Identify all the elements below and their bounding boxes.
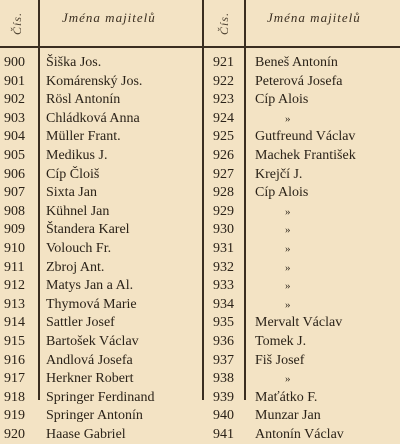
entry-number: 905 [4, 147, 25, 163]
table-row [205, 147, 400, 166]
entry-number: 921 [213, 55, 234, 70]
owner-name: Thymová Marie [46, 296, 137, 312]
table-row [0, 370, 200, 389]
owner-name: Andlová Josefa [46, 352, 133, 368]
entry-number: 920 [4, 426, 25, 442]
table-row [0, 333, 200, 352]
entry-number: 929 [213, 203, 234, 219]
owner-name: Krejčí J. [255, 166, 303, 182]
owner-name: Zbroj Ant. [46, 259, 105, 275]
table-row [205, 426, 400, 444]
owner-name: Sattler Josef [46, 315, 115, 331]
left-entries [0, 54, 200, 444]
table-row [205, 166, 400, 185]
table-row [0, 110, 200, 129]
owner-name: Cíp Čloiš [46, 166, 100, 182]
owner-name: Springer Ferdinand [46, 389, 155, 405]
entry-number: 928 [213, 185, 234, 201]
right-number-header: Čís. [217, 11, 231, 35]
table-row [0, 426, 200, 444]
owner-name: Komárenský Jos. [46, 73, 143, 89]
table-row [0, 240, 200, 259]
owner-name: Sixta Jan [46, 185, 97, 201]
owner-name: Medikus J. [46, 147, 108, 163]
right-entries [205, 54, 400, 444]
entry-number: 933 [213, 278, 234, 294]
table-row [205, 91, 400, 110]
table-row [205, 203, 400, 222]
table-row [205, 110, 400, 129]
owner-name: Maťátko F. [255, 389, 318, 405]
owner-name: Springer Antonín [46, 408, 143, 424]
table-row [205, 54, 400, 73]
entry-number: 938 [213, 371, 234, 387]
table-row [0, 296, 200, 315]
owner-name: Kühnel Jan [46, 203, 110, 219]
table-row [205, 370, 400, 389]
ditto-mark: » [285, 242, 291, 255]
entry-number: 914 [4, 315, 25, 331]
center-column-rule [202, 0, 204, 400]
table-row [0, 389, 200, 408]
owner-name: Peterová Josefa [255, 73, 343, 89]
table-row [0, 221, 200, 240]
left-name-header: Jména majitelů [62, 10, 156, 25]
table-row [0, 352, 200, 371]
table-row [0, 91, 200, 110]
entry-number: 931 [213, 240, 234, 256]
owner-name: Cíp Alois [255, 92, 309, 108]
entry-number: 918 [4, 389, 25, 405]
table-row [205, 407, 400, 426]
entry-number: 902 [4, 92, 25, 108]
entry-number: 941 [213, 426, 234, 442]
table-row [205, 184, 400, 203]
table-row [205, 128, 400, 147]
entry-number: 919 [4, 408, 25, 424]
table-row [205, 389, 400, 408]
table-row [0, 166, 200, 185]
owner-name: Mervalt Václav [255, 315, 343, 331]
entry-number: 934 [213, 296, 234, 312]
owner-name: Haase Gabriel [46, 426, 126, 442]
table-row [0, 184, 200, 203]
ditto-mark: » [285, 298, 291, 311]
owner-name: Munzar Jan [255, 408, 321, 424]
entry-number: 907 [4, 185, 25, 201]
entry-number: 935 [213, 315, 234, 331]
entry-number: 927 [213, 166, 234, 182]
entry-number: 937 [213, 352, 234, 368]
owner-name: Bartošek Václav [46, 333, 139, 349]
entry-number: 924 [213, 110, 234, 126]
table-row [205, 73, 400, 92]
entry-number: 915 [4, 333, 25, 349]
table-row [205, 296, 400, 315]
entry-number: 913 [4, 296, 25, 312]
owner-name: Cíp Alois [255, 185, 309, 201]
owner-name: Fiš Josef [255, 352, 305, 368]
table-row [205, 333, 400, 352]
entry-number: 940 [213, 408, 234, 424]
entry-number: 936 [213, 333, 234, 349]
table-row [0, 314, 200, 333]
table-row [205, 314, 400, 333]
owner-name: Beneš Antonín [255, 55, 338, 70]
owner-name: Gutfreund Václav [255, 129, 356, 145]
entry-number: 911 [4, 259, 25, 275]
table-row [0, 128, 200, 147]
table-row [205, 352, 400, 371]
entry-number: 922 [213, 73, 234, 89]
owner-name: Štandera Karel [46, 222, 130, 238]
table-row [0, 277, 200, 296]
table-row [0, 73, 200, 92]
table-row [205, 240, 400, 259]
table-row [205, 277, 400, 296]
entry-number: 930 [213, 222, 234, 238]
owner-name: Antonín Václav [255, 426, 344, 442]
entry-number: 917 [4, 371, 25, 387]
table-row [0, 147, 200, 166]
ditto-mark: » [285, 373, 291, 386]
right-name-header: Jména majitelů [267, 10, 361, 25]
entry-number: 906 [4, 166, 25, 182]
entry-number: 903 [4, 110, 25, 126]
entry-number: 901 [4, 73, 25, 89]
entry-number: 909 [4, 222, 25, 238]
owner-name: Šiška Jos. [46, 55, 102, 70]
owner-name: Matys Jan a Al. [46, 278, 134, 294]
owner-name: Tomek J. [255, 333, 307, 349]
table-row [0, 203, 200, 222]
table-row [0, 259, 200, 278]
owner-name: Chládková Anna [46, 110, 140, 126]
entry-number: 916 [4, 352, 25, 368]
owner-name: Müller Frant. [46, 129, 121, 145]
entry-number: 904 [4, 129, 25, 145]
table-row [205, 259, 400, 278]
entry-number: 925 [213, 129, 234, 145]
table-row [0, 54, 200, 73]
ditto-mark: » [285, 280, 291, 293]
entry-number: 939 [213, 389, 234, 405]
entry-number: 900 [4, 55, 25, 70]
entry-number: 932 [213, 259, 234, 275]
left-column-block [0, 0, 200, 442]
ditto-mark: » [285, 205, 291, 218]
ditto-mark: » [285, 224, 291, 237]
ditto-mark: » [285, 112, 291, 125]
entry-number: 926 [213, 147, 234, 163]
entry-number: 910 [4, 240, 25, 256]
owner-name: Rösl Antonín [46, 92, 121, 108]
owner-name: Herkner Robert [46, 371, 134, 387]
table-row [0, 407, 200, 426]
owner-name: Volouch Fr. [46, 240, 112, 256]
left-number-header: Čís. [10, 11, 24, 35]
entry-number: 908 [4, 203, 25, 219]
ditto-mark: » [285, 261, 291, 274]
owner-name: Machek František [255, 147, 356, 163]
entry-number: 923 [213, 92, 234, 108]
entry-number: 912 [4, 278, 25, 294]
right-column-block [205, 0, 400, 442]
table-row [205, 221, 400, 240]
